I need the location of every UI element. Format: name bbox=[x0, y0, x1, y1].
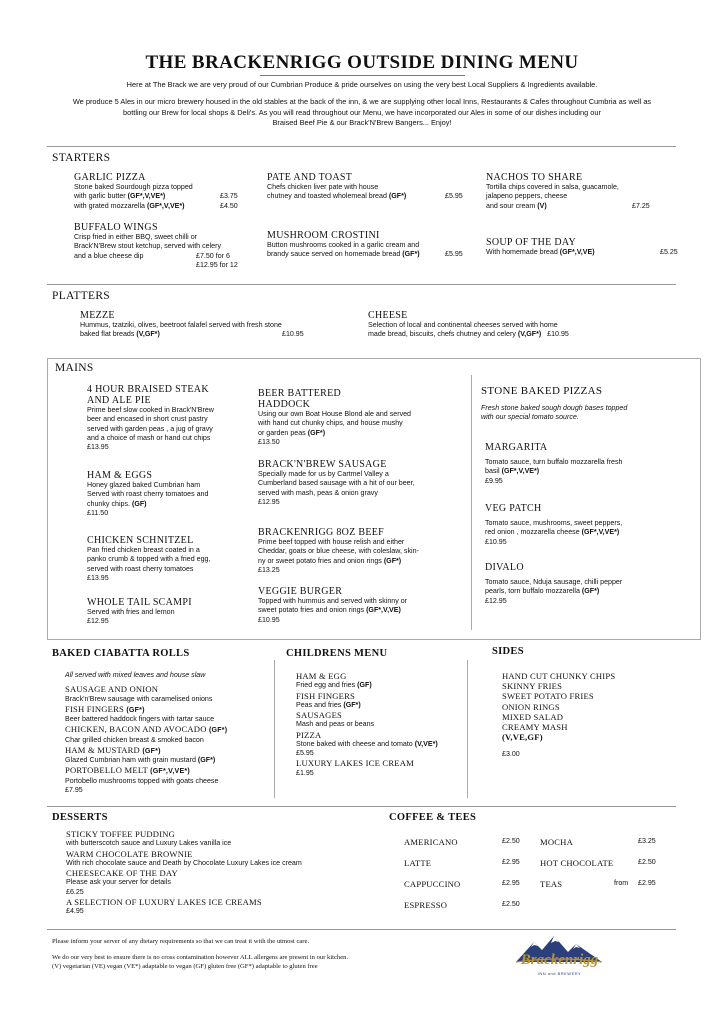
item-desc: Prime beef slow cooked in Brack'N'Brew bbox=[87, 406, 214, 414]
diet-tag: (GF*,V,VE*) bbox=[501, 467, 540, 476]
item-name: CHEESE bbox=[368, 310, 408, 321]
dessert-item-name: A SELECTION OF LUXURY LAKES ICE CREAMS bbox=[66, 896, 262, 907]
item-desc bbox=[486, 248, 678, 257]
diet-tag: (GF) bbox=[131, 499, 147, 508]
item-price-row bbox=[74, 261, 264, 270]
coffee-teas-price: £2.95 bbox=[638, 879, 656, 887]
dessert-item-name: CHEESECAKE OF THE DAY bbox=[66, 868, 178, 878]
desserts-heading: DESSERTS bbox=[52, 812, 108, 823]
ciabatta-item-name bbox=[65, 745, 275, 756]
ciabatta-heading: BAKED CIABATTA ROLLS bbox=[52, 648, 190, 659]
dessert-price: £4.95 bbox=[66, 907, 84, 915]
main-veggie-burger bbox=[258, 586, 468, 625]
footer-rule bbox=[47, 929, 676, 930]
starter-pate bbox=[267, 172, 472, 202]
title-rule bbox=[260, 75, 465, 76]
footer-note-1: Please inform your server of any dietary requirements so that we can treat it with the utmost care. bbox=[52, 938, 310, 945]
coffee-hot-chocolate-price: £2.50 bbox=[638, 858, 656, 866]
side-item: MIXED SALAD bbox=[502, 711, 564, 722]
ciabatta-item-name bbox=[65, 704, 275, 715]
childrens-item-name: PIZZA bbox=[296, 729, 322, 740]
main-steak-pie bbox=[87, 384, 252, 452]
desc-text: With homemade bread bbox=[486, 248, 558, 256]
item-price: £5.95 bbox=[445, 192, 463, 201]
diet-tag: (GF*,V,VE) bbox=[559, 248, 595, 256]
desc-text: chutney and toasted wholemeal bread bbox=[267, 192, 387, 201]
side-item: CREAMY MASH bbox=[502, 722, 568, 733]
footer-note-3: (V) vegetarian (VE) vegan (VE*) adaptable to vegan (GF) gluten free (GF*) adaptable to gluten free bbox=[52, 963, 318, 970]
item-desc bbox=[258, 557, 468, 566]
ciabatta-item-desc bbox=[65, 756, 275, 765]
ciabatta-item-desc: Brack'n'Brew sausage with caramelised onions bbox=[65, 694, 213, 703]
desc-text: pearls, torn buffalo mozzarella bbox=[485, 587, 580, 596]
pizzas-note: with our special tomato source. bbox=[481, 413, 579, 422]
desserts-rule bbox=[47, 806, 676, 807]
mains-heading: MAINS bbox=[55, 362, 94, 374]
item-desc bbox=[368, 330, 628, 339]
desc-text: Stone baked with cheese and tomato bbox=[296, 739, 413, 748]
desc-text: Glazed Cumbrian ham with grain mustard bbox=[65, 756, 196, 764]
item-desc: Brack'N'Brew stout ketchup, served with celery bbox=[74, 242, 222, 251]
childrens-section bbox=[296, 671, 466, 778]
pizzas-section bbox=[481, 386, 691, 423]
item-name: SOUP OF THE DAY bbox=[486, 237, 576, 248]
item-name: VEG PATCH bbox=[485, 503, 542, 514]
item-desc: Pan fried chicken breast coated in a bbox=[87, 546, 200, 554]
diet-tag: (GF*) bbox=[581, 587, 600, 596]
main-haddock bbox=[258, 388, 468, 447]
diet-tag: (GF*) bbox=[388, 192, 407, 201]
item-name: MEZZE bbox=[80, 310, 115, 321]
item-desc bbox=[74, 202, 249, 211]
item-desc: Stone baked Sourdough pizza topped bbox=[74, 183, 193, 191]
main-ham-eggs bbox=[87, 470, 252, 518]
dessert-item-name: STICKY TOFFEE PUDDING bbox=[66, 829, 176, 839]
coffee-latte: LATTE bbox=[404, 858, 432, 868]
item-price: £11.50 bbox=[87, 508, 109, 517]
coffee-americano: AMERICANO bbox=[404, 837, 458, 847]
item-desc: Honey glazed baked Cumbrian ham bbox=[87, 481, 201, 489]
item-desc bbox=[485, 587, 690, 596]
item-price: £10.95 bbox=[282, 330, 304, 339]
side-item: ONION RINGS bbox=[502, 701, 560, 712]
item-desc: Served with roast cherry tomatoes and bbox=[87, 490, 209, 499]
intro-line-1: Here at The Brack we are very proud of our Cumbrian Produce & pride ourselves on using the very best Local Suppliers & Ingredients available. bbox=[126, 80, 598, 89]
item-price: £13.95 bbox=[87, 443, 109, 452]
desc-text: and sour cream bbox=[486, 201, 536, 210]
name-text: FISH FINGERS bbox=[65, 703, 124, 714]
ciabatta-item-name bbox=[65, 724, 275, 735]
desserts-section bbox=[66, 829, 376, 916]
item-desc bbox=[267, 192, 472, 201]
item-price: £13.25 bbox=[258, 565, 280, 574]
item-desc: Served with fries and lemon bbox=[87, 608, 175, 616]
ciabatta-item-name: SAUSAGE AND ONION bbox=[65, 684, 159, 695]
footer-note-2: We do our very best to ensure there is no cross contamination however ALL allergens are present in our kitchen. bbox=[52, 954, 349, 961]
item-price: £12.95 bbox=[485, 596, 507, 605]
item-name: BRACKENRIGG 8OZ BEEF bbox=[258, 527, 385, 538]
item-price: £13.50 bbox=[258, 437, 280, 446]
mains-divider bbox=[471, 375, 472, 630]
diet-tag: (GF*) bbox=[402, 250, 420, 259]
diet-tag: (GF*) bbox=[126, 705, 145, 714]
dessert-item-desc: Please ask your server for details bbox=[66, 878, 171, 887]
divider-childrens-sides bbox=[467, 660, 468, 798]
diet-tag: (V) bbox=[537, 201, 547, 210]
ciabatta-item-name bbox=[65, 765, 275, 776]
coffee-latte-price: £2.95 bbox=[502, 858, 520, 866]
diet-tag: (GF*,V,VE*) bbox=[146, 201, 185, 210]
coffee-mocha-price: £3.25 bbox=[638, 837, 656, 845]
item-name: WHOLE TAIL SCAMPI bbox=[87, 597, 192, 608]
desc-text: and a blue cheese dip bbox=[74, 251, 144, 260]
diet-tag: (GF*,V,VE*) bbox=[127, 192, 166, 201]
diet-tag: (GF*,V,VE*) bbox=[581, 528, 620, 537]
item-desc: Topped with hummus and served with skinny or bbox=[258, 597, 408, 605]
desc-text: brandy sauce served on homemade bread bbox=[267, 250, 401, 259]
platter-cheese bbox=[368, 310, 628, 340]
platters-heading: PLATTERS bbox=[52, 290, 110, 302]
item-desc: Cumberland based sausage with a hit of our beer, bbox=[258, 479, 415, 488]
coffee-teas: TEAS bbox=[540, 879, 563, 889]
pizza-divalo bbox=[485, 562, 690, 606]
item-desc: with hand cut chunky chips, and house mushy bbox=[258, 419, 403, 428]
starter-soup bbox=[486, 237, 678, 257]
sides-section bbox=[502, 671, 682, 760]
childrens-price: £5.95 bbox=[296, 749, 314, 757]
item-price: £5.95 bbox=[445, 250, 463, 259]
item-name: CHICKEN SCHNITZEL bbox=[87, 535, 194, 546]
item-desc bbox=[486, 202, 666, 211]
item-name: 4 HOUR BRAISED STEAK bbox=[87, 384, 209, 395]
item-desc: Hummus, tzatziki, olives, beetroot falafel served with fresh stone bbox=[80, 321, 282, 329]
diet-tag: (GF) bbox=[357, 681, 372, 690]
desc-text: basil bbox=[485, 467, 500, 476]
starters-rule bbox=[47, 146, 676, 147]
item-desc: Tortilla chips covered in salsa, guacamole, bbox=[486, 183, 619, 191]
side-item: SWEET POTATO FRIES bbox=[502, 691, 594, 702]
item-desc bbox=[87, 500, 252, 509]
item-price: £5.25 bbox=[660, 248, 678, 256]
name-text: HAM & MUSTARD bbox=[65, 744, 140, 755]
dessert-price: £6.25 bbox=[66, 887, 84, 896]
item-price: £12.95 for 12 bbox=[196, 260, 238, 269]
item-name: DIVALO bbox=[485, 562, 524, 573]
item-desc bbox=[485, 467, 690, 476]
item-name: HAM & EGGS bbox=[87, 470, 153, 481]
item-name: NACHOS TO SHARE bbox=[486, 172, 583, 183]
childrens-item-name: FISH FINGERS bbox=[296, 690, 355, 701]
item-desc: Cheddar, goats or blue cheese, with coleslaw, skin- bbox=[258, 547, 419, 556]
item-desc bbox=[258, 429, 468, 438]
item-desc: jalapeno peppers, cheese bbox=[486, 192, 568, 201]
diet-tag: (V,GF*) bbox=[136, 330, 160, 339]
item-desc: Crisp fried in either BBQ, sweet chilli or bbox=[74, 233, 198, 241]
pizza-margarita bbox=[485, 442, 690, 486]
desc-text: chunky chips. bbox=[87, 499, 130, 508]
diet-tag: (V,VE*) bbox=[414, 739, 438, 748]
item-name: MARGARITA bbox=[485, 442, 548, 453]
desc-text: red onion , mozzarella cheese bbox=[485, 528, 580, 537]
main-chicken-schnitzel bbox=[87, 535, 252, 583]
desc-text: made bread, biscuits, chefs chutney and celery bbox=[368, 330, 516, 339]
side-item: SKINNY FRIES bbox=[502, 681, 563, 692]
diet-tag: (GF*) bbox=[343, 700, 361, 709]
item-price: £12.95 bbox=[258, 497, 280, 506]
diet-tag: (GF*) bbox=[307, 428, 326, 437]
desc-text: with garlic butter bbox=[74, 192, 126, 201]
item-desc: served with mash, peas & onion gravy bbox=[258, 488, 378, 497]
brackenrigg-logo bbox=[512, 932, 607, 988]
coffee-hot-chocolate: HOT CHOCOLATE bbox=[540, 858, 614, 868]
ciabatta-item-desc: Char grilled chicken breast & smoked bacon bbox=[65, 735, 204, 744]
childrens-item-name: HAM & EGG bbox=[296, 671, 347, 681]
pizzas-note: Fresh stone baked sough dough bases topped bbox=[481, 404, 628, 412]
coffee-teas-from: from bbox=[614, 879, 629, 887]
coffee-espresso-price: £2.50 bbox=[502, 900, 520, 908]
sides-price: £3.00 bbox=[502, 750, 520, 759]
item-name: HADDOCK bbox=[258, 399, 311, 410]
pizza-veg-patch bbox=[485, 503, 690, 547]
item-price: £7.50 for 6 bbox=[196, 251, 230, 260]
item-desc: Tomato sauce, mushrooms, sweet peppers, bbox=[485, 519, 623, 527]
starter-garlic-pizza bbox=[74, 172, 249, 211]
ciabatta-price: £7.95 bbox=[65, 785, 83, 794]
diet-tag: (GF*) bbox=[208, 726, 228, 735]
item-desc: panko crumb & topped with a fried egg, bbox=[87, 555, 211, 564]
item-desc: Button mushrooms cooked in a garlic cream and bbox=[267, 241, 420, 249]
item-desc: Tomato sauce, turn buffalo mozzarella fresh bbox=[485, 458, 623, 466]
name-text: CHICKEN, BACON AND AVOCADO bbox=[65, 724, 207, 735]
starter-buffalo-wings bbox=[74, 222, 264, 270]
page-title: THE BRACKENRIGG OUTSIDE DINING MENU bbox=[145, 52, 579, 73]
item-price: £12.95 bbox=[87, 617, 109, 626]
diet-tag: (V,GF*) bbox=[517, 330, 542, 339]
ciabatta-section bbox=[65, 671, 275, 795]
item-price: £4.50 bbox=[220, 201, 238, 210]
dessert-item-name: WARM CHOCOLATE BROWNIE bbox=[66, 848, 193, 859]
coffee-heading: COFFEE & TEES bbox=[389, 812, 477, 823]
desc-text: sweet potato fries and onion rings bbox=[258, 606, 365, 615]
intro-line-4: Braised Beef Pie & our Brack'N'Brew Bangers... Enjoy! bbox=[272, 118, 452, 127]
sides-heading: SIDES bbox=[492, 646, 524, 657]
item-name: BEER BATTERED bbox=[258, 388, 342, 399]
item-price: £10.95 bbox=[485, 537, 507, 546]
coffee-cappuccino-price: £2.95 bbox=[502, 879, 520, 887]
coffee-americano-price: £2.50 bbox=[502, 837, 520, 845]
item-desc: and a choice of mash or hand cut chips bbox=[87, 433, 211, 442]
childrens-heading: CHILDRENS MENU bbox=[286, 648, 388, 659]
item-name: AND ALE PIE bbox=[87, 395, 151, 406]
name-text: PORTOBELLO MELT bbox=[65, 765, 148, 776]
desc-text: baked flat breads bbox=[80, 330, 135, 339]
item-desc: Prime beef topped with house relish and either bbox=[258, 538, 405, 546]
dessert-item-desc: With rich chocolate sauce and Death by Chocolate Luxury Lakes ice cream bbox=[66, 858, 302, 867]
logo-wordmark: Brackenrigg bbox=[520, 952, 599, 968]
item-name: BUFFALO WINGS bbox=[74, 222, 158, 233]
starters-heading: STARTERS bbox=[52, 152, 111, 164]
diet-tag: (GF*) bbox=[383, 556, 402, 565]
coffee-espresso: ESPRESSO bbox=[404, 900, 448, 910]
main-scampi bbox=[87, 597, 252, 627]
childrens-item-desc bbox=[296, 740, 466, 749]
main-sausage bbox=[258, 459, 468, 507]
item-desc: Chefs chicken liver pate with house bbox=[267, 183, 379, 191]
ciabatta-item-desc: Beer battered haddock fingers with tartar sauce bbox=[65, 715, 215, 723]
platters-rule bbox=[47, 284, 676, 285]
item-name: MUSHROOM CROSTINI bbox=[267, 230, 380, 241]
item-name: PATE AND TOAST bbox=[267, 172, 353, 183]
coffee-mocha: MOCHA bbox=[540, 837, 573, 847]
desc-text: Peas and fries bbox=[296, 700, 342, 709]
childrens-price: £1.95 bbox=[296, 768, 314, 777]
childrens-item-desc bbox=[296, 681, 466, 690]
item-desc bbox=[80, 330, 340, 339]
diet-tag: (GF*,V,VE) bbox=[366, 606, 401, 615]
item-price: £7.25 bbox=[632, 201, 650, 210]
platter-mezze bbox=[80, 310, 340, 340]
desc-text: ny or sweet potato fries and onion rings bbox=[258, 556, 382, 565]
desc-text: or garden peas bbox=[258, 428, 306, 437]
intro-line-2: We produce 5 Ales in our micro brewery housed in the old stables at the back of the inn, & we are supplying other local Inns, Restaurants & Cafes throughout Cumbria as well as bbox=[72, 97, 652, 106]
item-price: £10.95 bbox=[258, 615, 280, 624]
coffee-cappuccino: CAPPUCCINO bbox=[404, 879, 461, 889]
childrens-item-name: SAUSAGES bbox=[296, 710, 343, 720]
item-price: £3.75 bbox=[220, 192, 238, 201]
childrens-item-desc bbox=[296, 701, 466, 710]
diet-tag: (GF*) bbox=[197, 756, 216, 764]
item-price: £13.95 bbox=[87, 573, 109, 582]
item-name: GARLIC PIZZA bbox=[74, 172, 146, 183]
item-desc bbox=[267, 250, 472, 259]
item-name: VEGGIE BURGER bbox=[258, 586, 343, 597]
side-item: HAND CUT CHUNKY CHIPS bbox=[502, 671, 616, 681]
item-name: BRACK'N'BREW SAUSAGE bbox=[258, 459, 387, 470]
starter-nachos bbox=[486, 172, 666, 211]
item-desc: beer and encased in short crust pastry bbox=[87, 415, 208, 424]
sides-diet: (V,VE,GF) bbox=[502, 732, 543, 743]
item-desc bbox=[258, 606, 468, 615]
item-desc: served with garden peas , a jug of gravy bbox=[87, 424, 213, 433]
item-price: £10.95 bbox=[547, 330, 569, 339]
item-desc: Using our own Boat House Blond ale and served bbox=[258, 410, 412, 418]
item-desc: Selection of local and continental cheeses served with home bbox=[368, 321, 558, 329]
ciabatta-note: All served with mixed leaves and house slaw bbox=[65, 671, 206, 679]
diet-tag: (GF*) bbox=[142, 746, 161, 755]
main-8oz-beef bbox=[258, 527, 468, 575]
desc-text: with grated mozzarella bbox=[74, 201, 145, 210]
childrens-item-name: LUXURY LAKES ICE CREAM bbox=[296, 758, 414, 769]
starter-mushroom-crostini bbox=[267, 230, 472, 260]
childrens-item-desc: Mash and peas or beans bbox=[296, 720, 375, 729]
pizzas-heading: STONE BAKED PIZZAS bbox=[481, 385, 603, 397]
desc-text: Fried egg and fries bbox=[296, 681, 356, 690]
item-price: £9.95 bbox=[485, 476, 503, 485]
intro-line-3: bottling our Brew for local shops & Deli's. As you will read throughout our Menu, we have incorporated our Ales in some of our dishes including our bbox=[123, 107, 601, 117]
item-desc: Tomato sauce, Nduja sausage, chilli pepper bbox=[485, 578, 623, 586]
item-desc: served with roast cherry tomatoes bbox=[87, 564, 194, 573]
dessert-item-desc: with butterscotch sauce and Luxury Lakes vanilla ice bbox=[66, 839, 232, 848]
ciabatta-item-desc: Portobello mushrooms topped with goats cheese bbox=[65, 776, 219, 785]
divider-ciabatta-childrens bbox=[274, 660, 275, 798]
item-desc bbox=[485, 528, 690, 537]
item-desc: Specially made for us by Cartmel Valley a bbox=[258, 470, 389, 478]
item-desc bbox=[74, 252, 264, 261]
logo-subtitle: INN and BREWERY bbox=[537, 971, 582, 976]
item-desc bbox=[74, 192, 249, 201]
diet-tag: (GF*,V,VE*) bbox=[150, 767, 190, 776]
